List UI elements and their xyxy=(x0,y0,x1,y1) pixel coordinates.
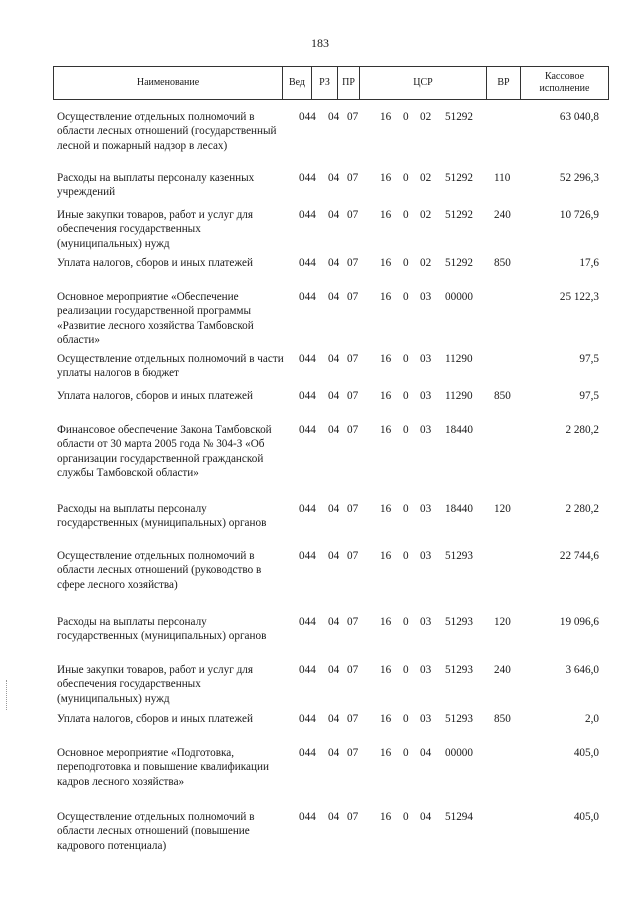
row-ved: 044 xyxy=(299,390,316,402)
row-ved: 044 xyxy=(299,291,316,303)
row-c2: 0 xyxy=(403,390,409,402)
row-c2: 0 xyxy=(403,424,409,436)
row-name: Основное мероприятие «Подготовка, переподготовка и повышение квалификации кадров лесного хозяйства» xyxy=(57,747,269,788)
row-pr: 07 xyxy=(347,616,359,628)
row-amount: 2 280,2 xyxy=(565,424,599,436)
row-c3: 02 xyxy=(420,111,432,123)
row-rz: 04 xyxy=(328,111,340,123)
row-ved: 044 xyxy=(299,747,316,759)
row-rz: 04 xyxy=(328,424,340,436)
row-rz: 04 xyxy=(328,811,340,823)
row-c1: 16 xyxy=(380,713,392,725)
row-c2: 0 xyxy=(403,713,409,725)
row-pr: 07 xyxy=(347,390,359,402)
row-name: Осуществление отдельных полномочий в области лесных отношений (руководство в сфере лесного хозяйства) xyxy=(57,550,262,591)
row-vr: 850 xyxy=(494,257,511,269)
row-amount: 405,0 xyxy=(573,811,599,823)
row-ved: 044 xyxy=(299,616,316,628)
row-pr: 07 xyxy=(347,257,359,269)
row-pr: 07 xyxy=(347,503,359,515)
row-ved: 044 xyxy=(299,811,316,823)
row-c4: 00000 xyxy=(445,291,473,303)
row-c1: 16 xyxy=(380,747,392,759)
row-vr: 850 xyxy=(494,713,511,725)
row-c3: 03 xyxy=(420,550,432,562)
row-c4: 00000 xyxy=(445,747,473,759)
header-amount: Кассовое исполнение xyxy=(539,71,590,94)
row-rz: 04 xyxy=(328,291,340,303)
row-c1: 16 xyxy=(380,503,392,515)
row-rz: 04 xyxy=(328,209,340,221)
row-amount: 405,0 xyxy=(573,747,599,759)
row-amount: 97,5 xyxy=(579,353,599,365)
row-c1: 16 xyxy=(380,353,392,365)
row-pr: 07 xyxy=(347,664,359,676)
row-pr: 07 xyxy=(347,550,359,562)
row-vr: 120 xyxy=(494,616,511,628)
row-c3: 02 xyxy=(420,209,432,221)
row-c3: 03 xyxy=(420,664,432,676)
row-pr: 07 xyxy=(347,424,359,436)
row-c4: 51293 xyxy=(445,550,473,562)
row-ved: 044 xyxy=(299,503,316,515)
row-vr: 120 xyxy=(494,503,511,515)
row-vr: 110 xyxy=(494,172,511,184)
row-name: Уплата налогов, сборов и иных платежей xyxy=(57,257,253,269)
row-c2: 0 xyxy=(403,550,409,562)
header-pr: ПР xyxy=(338,67,360,99)
row-name: Иные закупки товаров, работ и услуг для обеспечения государственных (муниципальных) нужд xyxy=(57,209,254,250)
header-ved: Вед xyxy=(283,67,312,99)
table-header xyxy=(53,66,609,100)
row-c2: 0 xyxy=(403,172,409,184)
row-c2: 0 xyxy=(403,664,409,676)
row-pr: 07 xyxy=(347,353,359,365)
row-c1: 16 xyxy=(380,257,392,269)
row-c2: 0 xyxy=(403,811,409,823)
row-rz: 04 xyxy=(328,172,340,184)
row-pr: 07 xyxy=(347,209,359,221)
row-c2: 0 xyxy=(403,257,409,269)
row-c1: 16 xyxy=(380,424,392,436)
row-c4: 51292 xyxy=(445,111,473,123)
row-pr: 07 xyxy=(347,747,359,759)
row-amount: 25 122,3 xyxy=(559,291,599,303)
header-vr: ВР xyxy=(487,67,521,99)
row-amount: 17,6 xyxy=(579,257,599,269)
row-name: Расходы на выплаты персоналу государственных (муниципальных) органов xyxy=(57,503,267,530)
row-name: Расходы на выплаты персоналу казенных учреждений xyxy=(57,172,255,199)
row-name: Расходы на выплаты персоналу государственных (муниципальных) органов xyxy=(57,616,267,643)
row-ved: 044 xyxy=(299,713,316,725)
row-amount: 19 096,6 xyxy=(559,616,599,628)
row-c2: 0 xyxy=(403,353,409,365)
row-ved: 044 xyxy=(299,664,316,676)
row-c3: 02 xyxy=(420,172,432,184)
row-c2: 0 xyxy=(403,616,409,628)
row-c1: 16 xyxy=(380,811,392,823)
row-c1: 16 xyxy=(380,172,392,184)
row-name: Уплата налогов, сборов и иных платежей xyxy=(57,390,253,402)
row-name: Уплата налогов, сборов и иных платежей xyxy=(57,713,253,725)
row-name: Основное мероприятие «Обеспечение реализации государственной программы «Развитие лесного хозяйства Тамбовской области» xyxy=(57,291,254,347)
row-c2: 0 xyxy=(403,503,409,515)
row-c4: 51293 xyxy=(445,713,473,725)
row-c3: 04 xyxy=(420,747,432,759)
row-rz: 04 xyxy=(328,713,340,725)
margin-mark xyxy=(6,680,9,710)
row-c3: 03 xyxy=(420,390,432,402)
row-c3: 04 xyxy=(420,811,432,823)
row-ved: 044 xyxy=(299,172,316,184)
row-c4: 51293 xyxy=(445,616,473,628)
row-c4: 51292 xyxy=(445,209,473,221)
row-c4: 51293 xyxy=(445,664,473,676)
row-c3: 03 xyxy=(420,503,432,515)
row-rz: 04 xyxy=(328,550,340,562)
row-c1: 16 xyxy=(380,209,392,221)
row-rz: 04 xyxy=(328,390,340,402)
row-ved: 044 xyxy=(299,353,316,365)
row-vr: 850 xyxy=(494,390,511,402)
row-ved: 044 xyxy=(299,550,316,562)
row-c2: 0 xyxy=(403,209,409,221)
row-name: Осуществление отдельных полномочий в части уплаты налогов в бюджет xyxy=(57,353,284,380)
row-ved: 044 xyxy=(299,257,316,269)
row-ved: 044 xyxy=(299,424,316,436)
row-rz: 04 xyxy=(328,664,340,676)
row-amount: 63 040,8 xyxy=(559,111,599,123)
row-c2: 0 xyxy=(403,291,409,303)
row-pr: 07 xyxy=(347,811,359,823)
row-amount: 52 296,3 xyxy=(559,172,599,184)
row-c1: 16 xyxy=(380,291,392,303)
row-c3: 03 xyxy=(420,291,432,303)
row-c1: 16 xyxy=(380,111,392,123)
row-c4: 11290 xyxy=(445,390,473,402)
row-name: Иные закупки товаров, работ и услуг для обеспечения государственных (муниципальных) нужд xyxy=(57,664,254,705)
row-pr: 07 xyxy=(347,713,359,725)
row-c2: 0 xyxy=(403,111,409,123)
row-vr: 240 xyxy=(494,664,511,676)
row-name: Финансовое обеспечение Закона Тамбовской области от 30 марта 2005 года № 304-З «Об организации государственной гражданской службы Тамбовской области» xyxy=(57,424,272,480)
row-rz: 04 xyxy=(328,616,340,628)
row-c4: 51294 xyxy=(445,811,473,823)
row-amount: 97,5 xyxy=(579,390,599,402)
header-rz: РЗ xyxy=(312,67,338,99)
row-rz: 04 xyxy=(328,503,340,515)
row-rz: 04 xyxy=(328,747,340,759)
row-pr: 07 xyxy=(347,172,359,184)
row-amount: 2,0 xyxy=(585,713,599,725)
row-c1: 16 xyxy=(380,390,392,402)
row-c3: 02 xyxy=(420,257,432,269)
row-c4: 51292 xyxy=(445,172,473,184)
row-name: Осуществление отдельных полномочий в области лесных отношений (повышение кадрового потенциала) xyxy=(57,811,255,852)
page-number: 183 xyxy=(311,36,329,50)
row-amount: 10 726,9 xyxy=(559,209,599,221)
row-pr: 07 xyxy=(347,111,359,123)
row-c4: 11290 xyxy=(445,353,473,365)
row-c1: 16 xyxy=(380,616,392,628)
row-c4: 18440 xyxy=(445,503,473,515)
row-pr: 07 xyxy=(347,291,359,303)
row-c3: 03 xyxy=(420,353,432,365)
row-c4: 18440 xyxy=(445,424,473,436)
row-c1: 16 xyxy=(380,664,392,676)
row-c3: 03 xyxy=(420,424,432,436)
row-ved: 044 xyxy=(299,111,316,123)
row-c4: 51292 xyxy=(445,257,473,269)
row-rz: 04 xyxy=(328,257,340,269)
row-amount: 3 646,0 xyxy=(565,664,599,676)
row-amount: 22 744,6 xyxy=(559,550,599,562)
row-vr: 240 xyxy=(494,209,511,221)
row-amount: 2 280,2 xyxy=(565,503,599,515)
header-csr: ЦСР xyxy=(360,67,487,99)
row-name: Осуществление отдельных полномочий в области лесных отношений (государственный лесной и пожарный надзор в лесах) xyxy=(57,111,277,152)
row-c1: 16 xyxy=(380,550,392,562)
header-name: Наименование xyxy=(54,67,283,99)
row-c3: 03 xyxy=(420,713,432,725)
row-ved: 044 xyxy=(299,209,316,221)
row-rz: 04 xyxy=(328,353,340,365)
row-c2: 0 xyxy=(403,747,409,759)
row-c3: 03 xyxy=(420,616,432,628)
